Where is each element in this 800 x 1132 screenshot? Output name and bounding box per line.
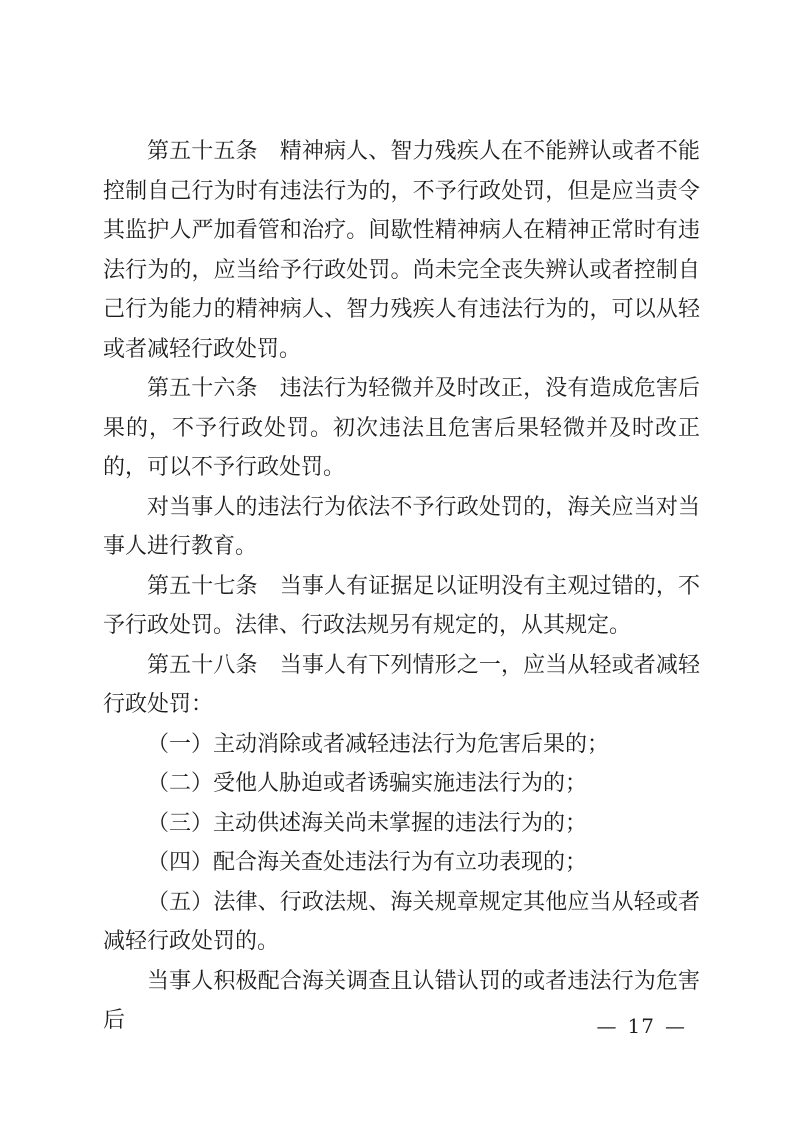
- paragraph-article-58-closing: 当事人积极配合海关调查且认错认罚的或者违法行为危害后: [103, 968, 700, 1033]
- paragraph-article-55: 第五十五条 精神病人、智力残疾人在不能辨认或者不能控制自己行为时有违法行为的，不予行政处罚，但是应当责令其监护人严加看管和治疗。间歇性精神病人在精神正常时有违法行为的，应当给予行政处罚。尚未完全丧失辨认或者控制自己行为能力的精神病人、智力残疾人有违法行为的，可以从轻或者减轻行政处罚。: [103, 139, 700, 362]
- paragraph-article-58-item-3: （三）主动供述海关尚未掌握的违法行为的；: [147, 810, 588, 836]
- page-number-dash-right: —: [665, 1014, 686, 1038]
- paragraph-education-clause: 对当事人的违法行为依法不予行政处罚的，海关应当对当事人进行教育。: [103, 494, 700, 559]
- paragraph-article-57: 第五十七条 当事人有证据足以证明没有主观过错的，不予行政处罚。法律、行政法规另有规定的，从其规定。: [103, 573, 700, 638]
- page-number-dash-left: —: [596, 1014, 618, 1038]
- paragraph-article-58-item-1: （一）主动消除或者减轻违法行为危害后果的；: [147, 731, 610, 757]
- paragraph-article-56: 第五十六条 违法行为轻微并及时改正，没有造成危害后果的，不予行政处罚。初次违法且危害后果轻微并及时改正的，可以不予行政处罚。: [103, 376, 700, 480]
- page-number-value: 17: [627, 1014, 655, 1038]
- paragraph-article-58-item-2: （二）受他人胁迫或者诱骗实施违法行为的；: [147, 771, 588, 796]
- paragraph-article-58-item-4: （四）配合海关查处违法行为有立功表现的；: [147, 850, 588, 875]
- paragraph-article-58-intro: 第五十八条 当事人有下列情形之一，应当从轻或者减轻行政处罚：: [103, 652, 700, 717]
- paragraph-article-58-item-5: （五）法律、行政法规、海关规章规定其他应当从轻或者减轻行政处罚的。: [103, 889, 700, 954]
- page-number: [597, 1012, 686, 1040]
- document-body: [103, 132, 700, 1041]
